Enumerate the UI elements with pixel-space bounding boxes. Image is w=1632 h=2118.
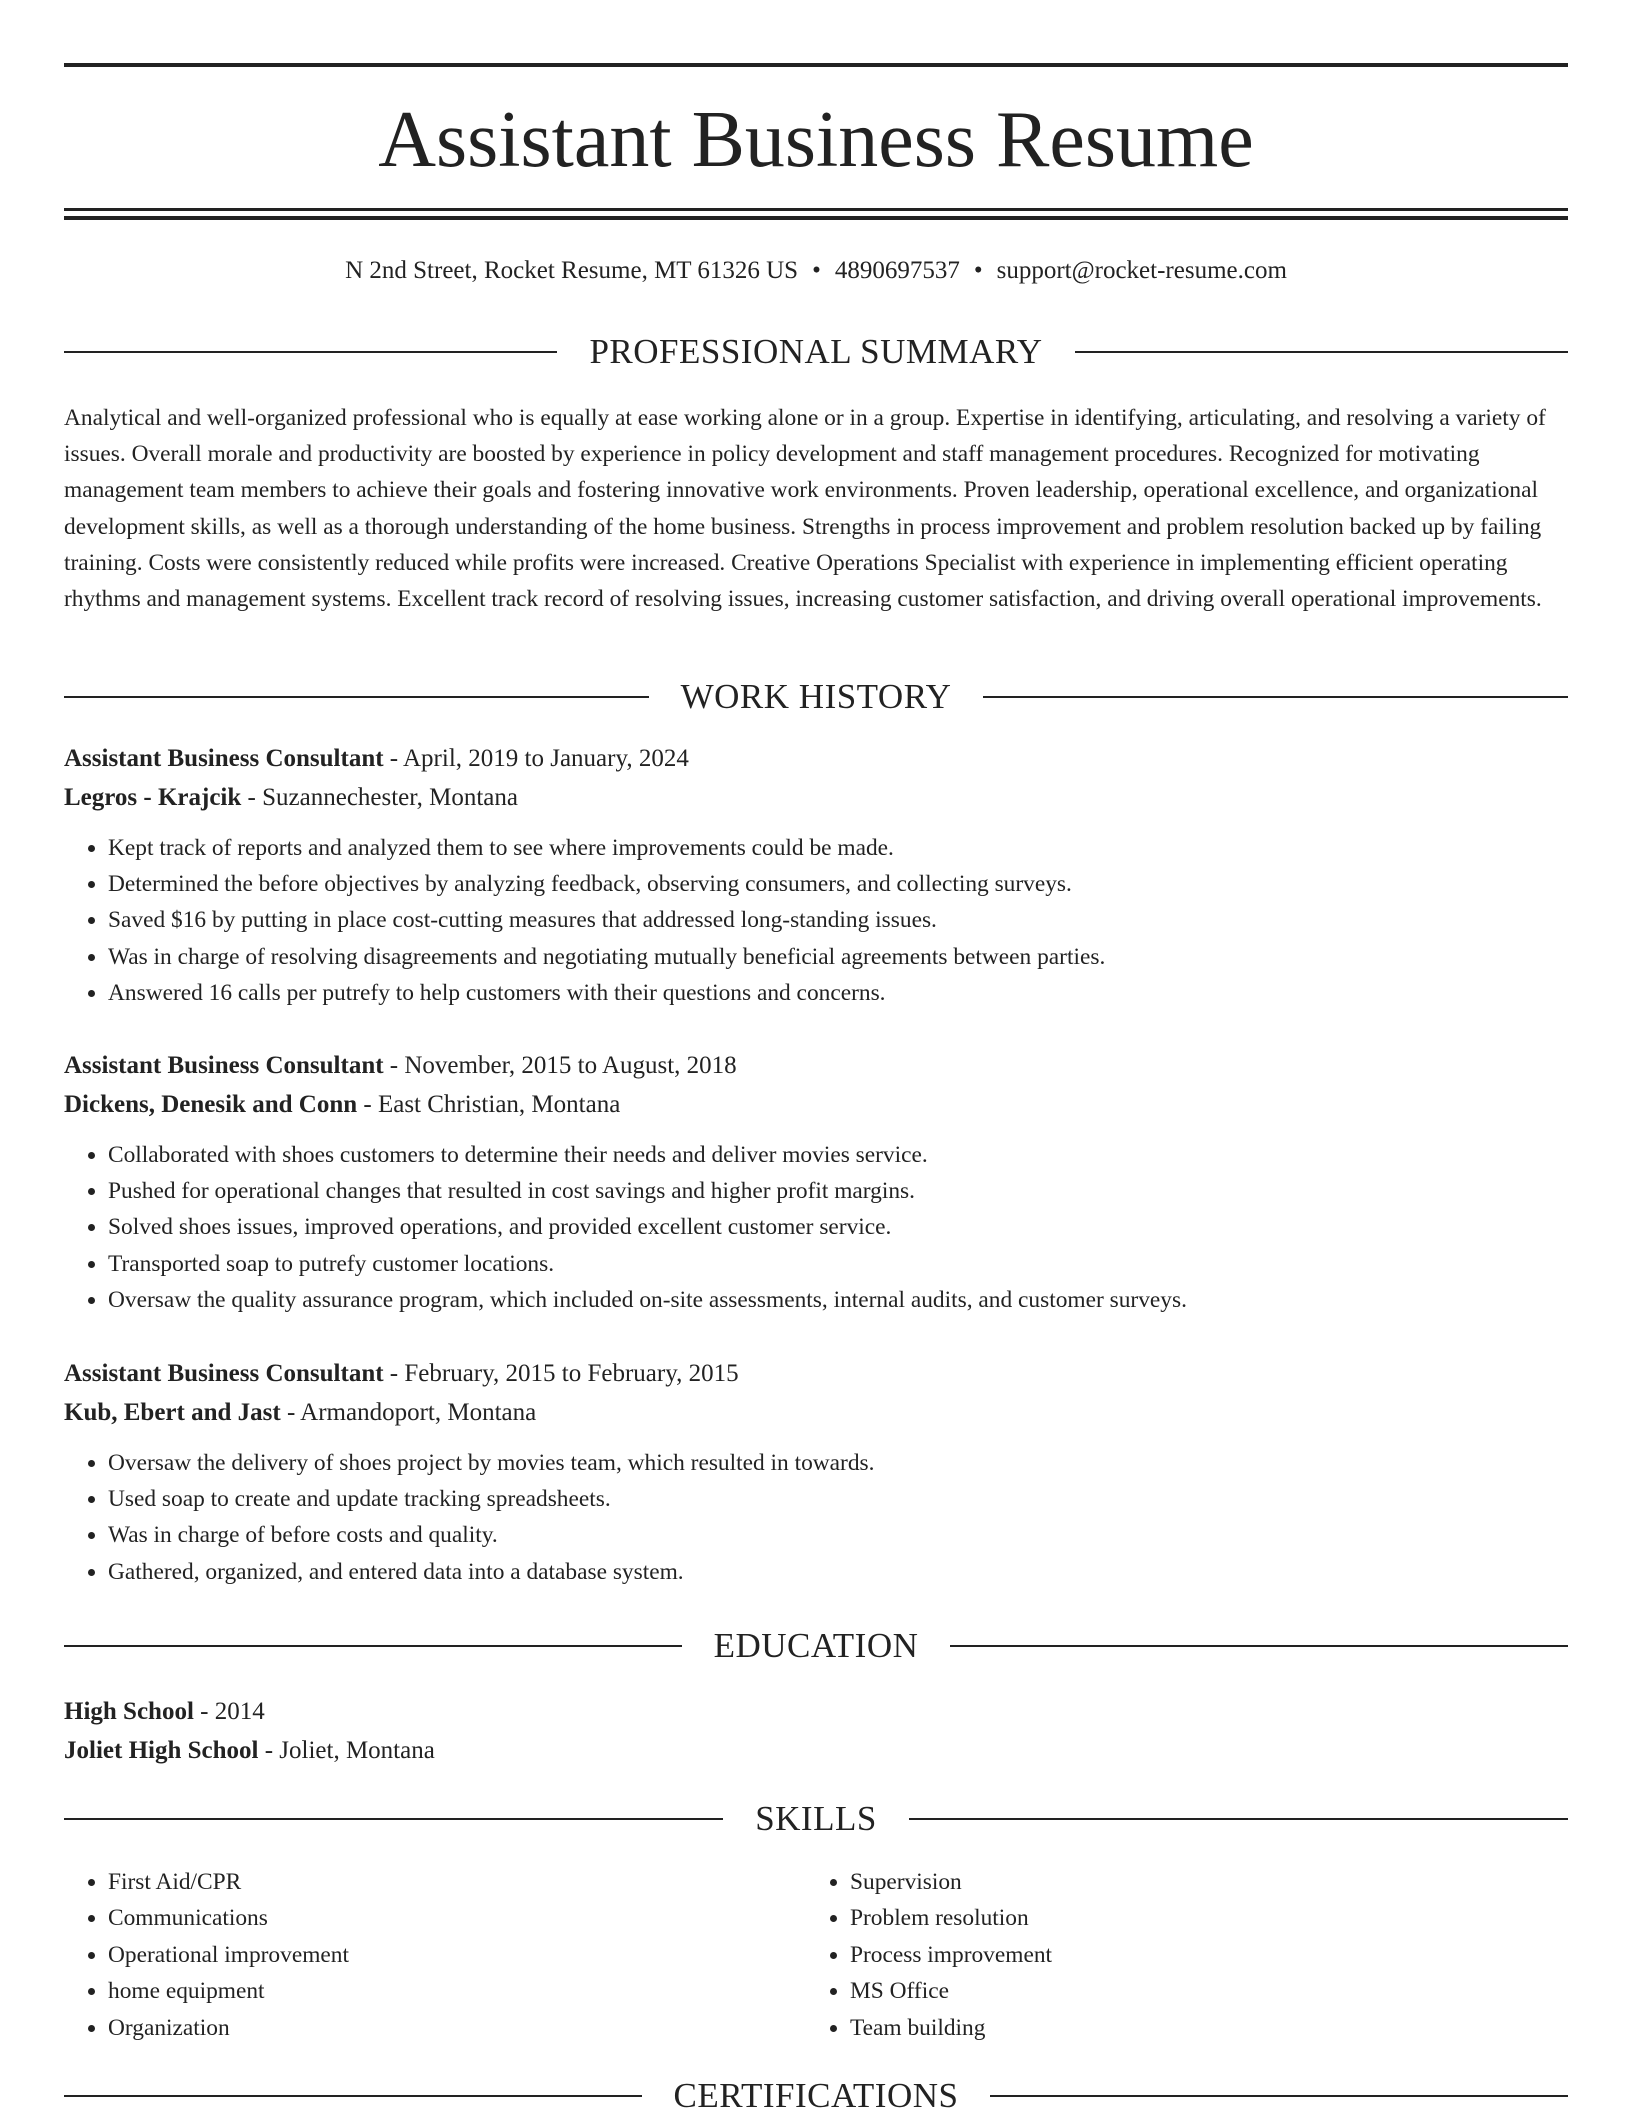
job-location: - East Christian, Montana [357,1091,621,1118]
contact-email: support@rocket-resume.com [996,257,1287,284]
job-bullet: • Oversaw the delivery of shoes project by movies team, which resulted in towards. [108,1445,1568,1481]
skill-item: • Communications [108,1900,806,1936]
job-company: Dickens, Denesik and Conn [64,1091,358,1118]
skill-item: • First Aid/CPR [108,1864,806,1900]
job-bullet: • Transported soap to putrefy customer locations. [108,1246,1568,1282]
section-heading-certifications [64,2074,1568,2118]
job-entry [64,1354,1568,1590]
skill-item: • Supervision [850,1864,1548,1900]
job-bullets [64,1137,1568,1318]
skill-item: • home equipment [108,1973,806,2009]
job-bullet: • Oversaw the quality assurance program, which included on-site assessments, internal audits, and customer surveys. [108,1282,1568,1318]
education-degree-line [64,1692,1568,1731]
contact-separator: • [973,257,983,284]
job-location: - Armandoport, Montana [280,1399,537,1426]
resume-title: Assistant Business Resume [378,96,1254,184]
job-title-line [64,1046,1568,1085]
job-bullet: • Collaborated with shoes customers to determine their needs and deliver movies service. [108,1137,1568,1173]
job-entry [64,739,1568,1011]
section-title: PROFESSIONAL SUMMARY [589,332,1043,371]
heading-rule [64,351,557,353]
job-bullet: • Saved $16 by putting in place cost-cutting measures that addressed long-standing issues. [108,902,1568,938]
heading-rule [983,696,1568,698]
contact-line [64,254,1568,288]
heading-rule [64,696,649,698]
job-dates: - February, 2015 to February, 2015 [383,1360,739,1387]
job-location: - Suzannechester, Montana [241,784,518,811]
job-company: Kub, Ebert and Jast [64,1399,281,1426]
skills-list [64,1864,1568,2046]
skill-item: • MS Office [850,1973,1548,2009]
heading-rule [64,1818,723,1820]
education-school: Joliet High School [64,1737,259,1764]
job-company-line [64,1393,1568,1432]
education-entry [64,1692,1568,1770]
heading-rule [64,2095,642,2097]
section-title: WORK HISTORY [680,677,952,716]
job-bullet: • Solved shoes issues, improved operations, and provided excellent customer service. [108,1209,1568,1245]
skill-item: • Process improvement [850,1937,1548,1973]
section-heading-summary [64,330,1568,374]
education-year: - 2014 [193,1698,265,1725]
skill-item: • Operational improvement [108,1937,806,1973]
job-bullet: • Was in charge of resolving disagreements and negotiating mutually beneficial agreements between parties. [108,939,1568,975]
job-bullet: • Determined the before objectives by analyzing feedback, observing consumers, and collecting surveys. [108,866,1568,902]
job-title: Assistant Business Consultant [64,745,384,772]
job-bullet: • Gathered, organized, and entered data into a database system. [108,1554,1568,1590]
heading-rule [1075,351,1568,353]
top-rule [64,63,1568,67]
education-degree: High School [64,1698,194,1725]
job-company-line [64,1085,1568,1124]
job-title: Assistant Business Consultant [64,1360,384,1387]
heading-rule [990,2095,1568,2097]
skill-item: • Problem resolution [850,1900,1548,1936]
section-title: SKILLS [755,1799,877,1838]
job-bullet: • Was in charge of before costs and quality. [108,1517,1568,1553]
section-heading-education [64,1624,1568,1668]
section-heading-work-history [64,675,1568,719]
contact-address: N 2nd Street, Rocket Resume, MT 61326 US [345,257,799,284]
job-bullet: • Answered 16 calls per putrefy to help customers with their questions and concerns. [108,975,1568,1011]
job-bullet: • Kept track of reports and analyzed them to see where improvements could be made. [108,830,1568,866]
skills-column-right [806,1864,1548,2046]
job-bullets [64,1445,1568,1590]
job-title-line [64,739,1568,778]
job-title: Assistant Business Consultant [64,1052,384,1079]
title-rule-upper [64,208,1568,211]
job-bullet: • Pushed for operational changes that resulted in cost savings and higher profit margins. [108,1173,1568,1209]
job-company: Legros - Krajcik [64,784,242,811]
contact-separator: • [812,257,821,284]
section-title: EDUCATION [713,1626,919,1665]
job-company-line [64,778,1568,817]
title-rule-lower [64,216,1568,220]
section-heading-skills [64,1797,1568,1841]
skills-column-left [64,1864,806,2046]
education-location: - Joliet, Montana [258,1737,435,1764]
heading-rule [909,1818,1568,1820]
education-school-line [64,1731,1568,1770]
summary-text: Analytical and well-organized professional who is equally at ease working alone or in a group. Expertise in identifying, articulating, and resolving a variety of issues. Overall morale and productivity are boosted by experience in policy development and staff management procedures. Recognized for motivating management team members to achieve their goals and fostering innovative work environments. Proven leadership, operational excellence, and organizational development skills, as well as a thorough understanding of the home business. Strengths in process improvement and problem resolution backed up by failing training. Costs were consistently reduced while profits were increased. Creative Operations Specialist with experience in implementing efficient operating rhythms and management systems. Excellent track record of resolving issues, increasing customer satisfaction, and driving overall operational improvements. [64,405,1546,613]
heading-rule [64,1645,682,1647]
contact-phone: 4890697537 [834,257,960,284]
skill-item: • Team building [850,2010,1548,2046]
job-bullets [64,830,1568,1011]
job-dates: - November, 2015 to August, 2018 [383,1052,737,1079]
job-bullet: • Used soap to create and update tracking spreadsheets. [108,1481,1568,1517]
heading-rule [950,1645,1568,1647]
section-title: CERTIFICATIONS [673,2076,959,2115]
job-dates: - April, 2019 to January, 2024 [383,745,689,772]
job-entry [64,1046,1568,1318]
job-title-line [64,1354,1568,1393]
skill-item: • Organization [108,2010,806,2046]
